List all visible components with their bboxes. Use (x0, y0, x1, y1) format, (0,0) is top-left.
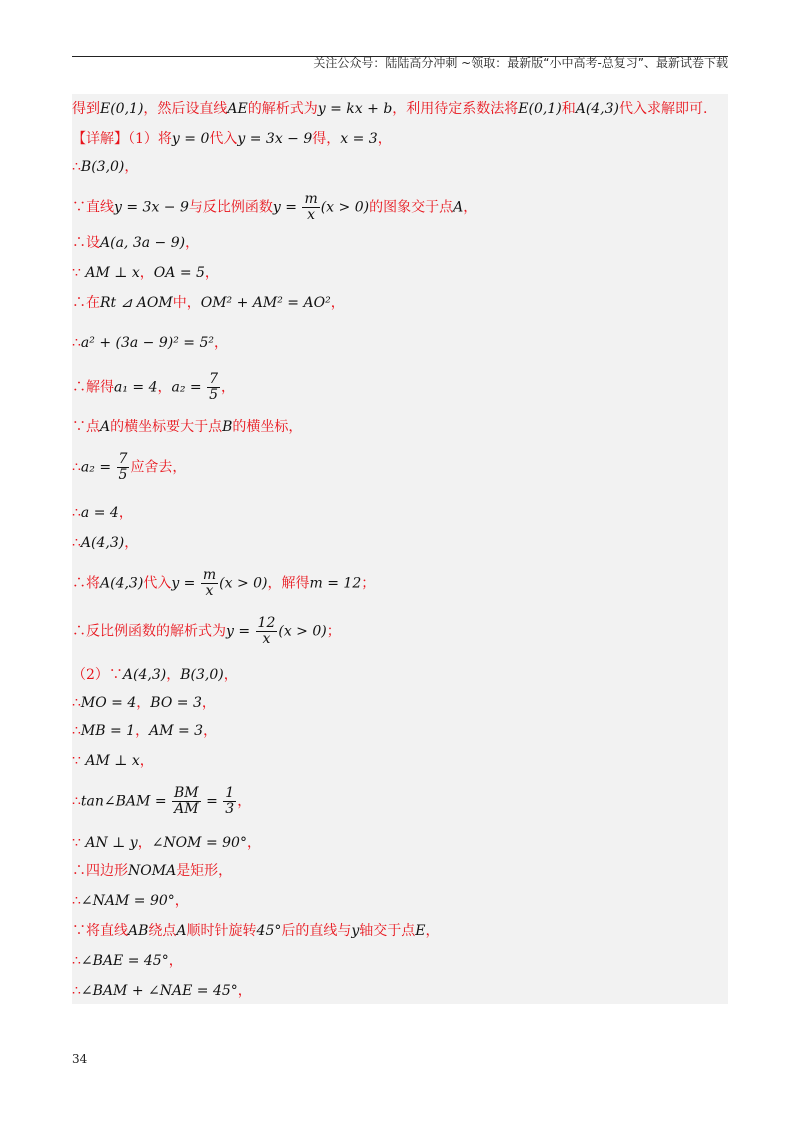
solution-text: ， (168, 953, 183, 969)
solution-line (72, 832, 728, 854)
solution-text: 代入 (143, 575, 172, 592)
fraction (117, 452, 130, 483)
math-expression: Rt ⊿ AOM (100, 295, 173, 311)
solution-text: ， (237, 793, 252, 810)
solution-line (72, 568, 728, 599)
solution-text: ， (157, 379, 172, 396)
solution-text: ∴ (72, 893, 81, 909)
solution-text: ∴ (72, 505, 81, 521)
solution-line (72, 980, 728, 1002)
solution-line (72, 692, 728, 714)
solution-text: 是矩形， (176, 863, 233, 879)
fraction-numerator: 1 (225, 785, 235, 801)
math-expression: y = (226, 623, 255, 640)
solution-text: ，利用待定系数法将 (392, 101, 519, 117)
math-expression: y = (171, 575, 200, 592)
solution-text: ， (221, 379, 236, 396)
solution-text: ， (135, 723, 150, 739)
solution-text: 代入 (209, 131, 238, 147)
math-expression: tan∠BAM = (80, 793, 172, 810)
solution-text: ， (425, 923, 440, 939)
solution-text: ， (137, 835, 152, 851)
math-expression: a² + (3a − 9)² = 5² (80, 335, 214, 351)
solution-text: ， (139, 265, 154, 281)
solution-text: ∴反比例函数的解析式为 (72, 623, 226, 640)
solution-text: ∴设 (72, 235, 100, 251)
solution-text: 【详解】（1）将 (72, 131, 172, 147)
math-expression: ∠BAM + ∠NAE = 45° (80, 983, 238, 999)
math-expression: A(4,3) (80, 535, 125, 551)
math-expression: BO = 3 (150, 695, 202, 711)
math-expression: 45° (256, 923, 282, 939)
math-expression: y = (272, 199, 302, 216)
solution-text: ∴ (72, 723, 81, 739)
solution-text: ， (139, 753, 154, 769)
fraction (172, 786, 201, 817)
math-expression: a = 4 (80, 505, 119, 521)
page-number: 34 (72, 1052, 88, 1066)
fraction-numerator: 7 (118, 451, 128, 467)
math-expression: MO = 4 (80, 695, 137, 711)
solution-text: 的横坐标， (232, 419, 303, 435)
solution-line (72, 262, 728, 284)
solution-text: ∵点 (72, 419, 100, 435)
math-expression: NOMA (128, 863, 177, 879)
fraction-denominator: 5 (118, 467, 128, 483)
solution-text: 的图象交于点 (369, 199, 454, 216)
solution-text: ∴将 (72, 575, 100, 592)
fraction (256, 616, 278, 647)
solution-text: ， (185, 235, 200, 251)
solution-line (72, 750, 728, 772)
fraction (223, 786, 236, 817)
solution-text: 得， (312, 131, 341, 147)
solution-text: ， (330, 295, 345, 311)
math-expression: a₁ = 4 (114, 379, 158, 396)
math-expression: AM ⊥ x (85, 753, 140, 769)
solution-text: ， (237, 983, 252, 999)
solution-line (72, 532, 728, 554)
math-expression: y (351, 923, 360, 939)
math-expression: y = kx + b (317, 101, 393, 117)
math-expression: y = 3x − 9 (237, 131, 313, 147)
math-expression: AB (128, 923, 149, 939)
solution-text: ， (136, 695, 151, 711)
solution-text: ∵直线 (72, 199, 114, 216)
math-expression: B (222, 419, 233, 435)
math-expression: a₂ = (171, 379, 207, 396)
solution-text: 顺时针旋转 (186, 923, 257, 939)
math-expression: y = 0 (171, 131, 210, 147)
solution-line (72, 98, 728, 120)
math-expression: (x > 0) (278, 623, 327, 640)
solution-text: 绕点 (148, 923, 177, 939)
solution-text: ， (201, 695, 216, 711)
solution-line (72, 372, 728, 403)
solution-text: ， (377, 131, 392, 147)
solution-text: 后的直线与 (281, 923, 352, 939)
math-expression: AN ⊥ y (85, 835, 138, 851)
fraction-numerator: m (304, 191, 318, 207)
solution-line (72, 616, 728, 647)
fraction (201, 568, 218, 599)
solution-text: 的横坐标要大于点 (110, 419, 223, 435)
math-expression: ∠BAE = 45° (80, 953, 169, 969)
solution-text: 中， (172, 295, 201, 311)
solution-line (72, 292, 728, 314)
math-expression: A (176, 923, 187, 939)
math-expression: A(a, 3a − 9) (100, 235, 186, 251)
solution-line (72, 156, 728, 178)
solution-text: 与反比例函数 (188, 199, 273, 216)
solution-line (72, 192, 728, 223)
solution-text: ，解得 (267, 575, 310, 592)
math-expression: x = 3 (340, 131, 378, 147)
header-rule (72, 56, 728, 57)
solution-text: ∵将直线 (72, 923, 128, 939)
solution-text: ∴在 (72, 295, 100, 311)
solution-text: ， (223, 667, 238, 683)
fraction-denominator: AM (174, 801, 199, 817)
math-expression: y = 3x − 9 (114, 199, 189, 216)
math-expression: AE (227, 101, 248, 117)
solution-text: ， (204, 265, 219, 281)
fraction-denominator: 3 (225, 801, 235, 817)
solution-line (72, 232, 728, 254)
solution-text: ∴ (72, 335, 81, 351)
solution-text: ∴ (72, 983, 81, 999)
solution-text: ， (124, 159, 139, 175)
math-expression: A(4,3) (122, 667, 167, 683)
solution-text: ∴ (72, 793, 81, 810)
solution-line (72, 128, 728, 150)
solution-text: ∵ (72, 835, 86, 851)
solution-text: ∴ (72, 535, 81, 551)
solution-text: ， (246, 835, 261, 851)
solution-text: ∴解得 (72, 379, 114, 396)
solution-text: ， (166, 667, 181, 683)
solution-text: ； (361, 575, 376, 592)
solution-text: 的解析式为 (247, 101, 318, 117)
math-expression: B(3,0) (180, 667, 224, 683)
solution-text: ， (214, 335, 228, 351)
solution-line (72, 452, 728, 483)
solution-line (72, 890, 728, 912)
solution-body (72, 94, 728, 1004)
math-expression: (x > 0) (219, 575, 268, 592)
solution-text: ∵ (72, 753, 86, 769)
solution-line (72, 950, 728, 972)
fraction-numerator: 7 (209, 371, 219, 387)
math-expression: A(4,3) (575, 101, 620, 117)
fraction-denominator: 5 (209, 387, 219, 403)
math-expression: OM² + AM² = AO² (200, 295, 331, 311)
solution-text: （2）∵ (72, 667, 123, 683)
solution-line (72, 502, 728, 524)
solution-text: ， (174, 893, 189, 909)
fraction-numerator: m (202, 567, 217, 583)
fraction (207, 372, 220, 403)
solution-text: 应舍去， (130, 459, 187, 476)
solution-text: ， (203, 723, 218, 739)
fraction (302, 192, 319, 223)
solution-text: ∴ (72, 159, 81, 175)
solution-text: ∴ (72, 953, 81, 969)
fraction-denominator: x (205, 583, 214, 599)
solution-text: ， (124, 535, 139, 551)
math-expression: A (453, 199, 464, 216)
math-expression: A (100, 419, 111, 435)
fraction-denominator: x (307, 207, 316, 223)
solution-text: ∵ (72, 265, 86, 281)
math-expression: A(4,3) (100, 575, 144, 592)
math-expression: = (201, 793, 223, 810)
math-expression: AM = 3 (149, 723, 204, 739)
math-expression: ∠NOM = 90° (151, 835, 247, 851)
solution-text: ， (118, 505, 133, 521)
solution-text: ， (463, 199, 478, 216)
fraction-numerator: 12 (257, 615, 276, 631)
solution-line (72, 664, 728, 686)
solution-text: ，然后设直线 (143, 101, 228, 117)
math-expression: E (415, 923, 426, 939)
math-expression: E(0,1) (518, 101, 562, 117)
math-expression: (x > 0) (320, 199, 370, 216)
solution-line (72, 332, 728, 354)
solution-line (72, 920, 728, 942)
solution-text: ∴四边形 (72, 863, 128, 879)
solution-text: ∴ (72, 695, 81, 711)
solution-text: ∴ (72, 459, 81, 476)
solution-line (72, 416, 728, 438)
math-expression: MB = 1 (80, 723, 136, 739)
solution-text: 和 (561, 101, 576, 117)
solution-text: 代入求解即可. (619, 101, 708, 117)
solution-line (72, 786, 728, 817)
fraction-numerator: BM (174, 785, 199, 801)
solution-text: 得到 (72, 101, 100, 117)
solution-line (72, 720, 728, 742)
solution-text: ； (326, 623, 341, 640)
math-expression: OA = 5 (153, 265, 205, 281)
math-expression: AM ⊥ x (85, 265, 140, 281)
math-expression: a₂ = (80, 459, 116, 476)
math-expression: E(0,1) (100, 101, 144, 117)
math-expression: m = 12 (309, 575, 362, 592)
page-header: 关注公众号：陆陆高分冲刺 ~领取：最新版“小中高考-总复习”、最新试卷下载 (313, 56, 728, 70)
fraction-denominator: x (262, 631, 271, 647)
math-expression: B(3,0) (80, 159, 125, 175)
solution-line (72, 860, 728, 882)
solution-text: 轴交于点 (359, 923, 416, 939)
math-expression: ∠NAM = 90° (80, 893, 175, 909)
